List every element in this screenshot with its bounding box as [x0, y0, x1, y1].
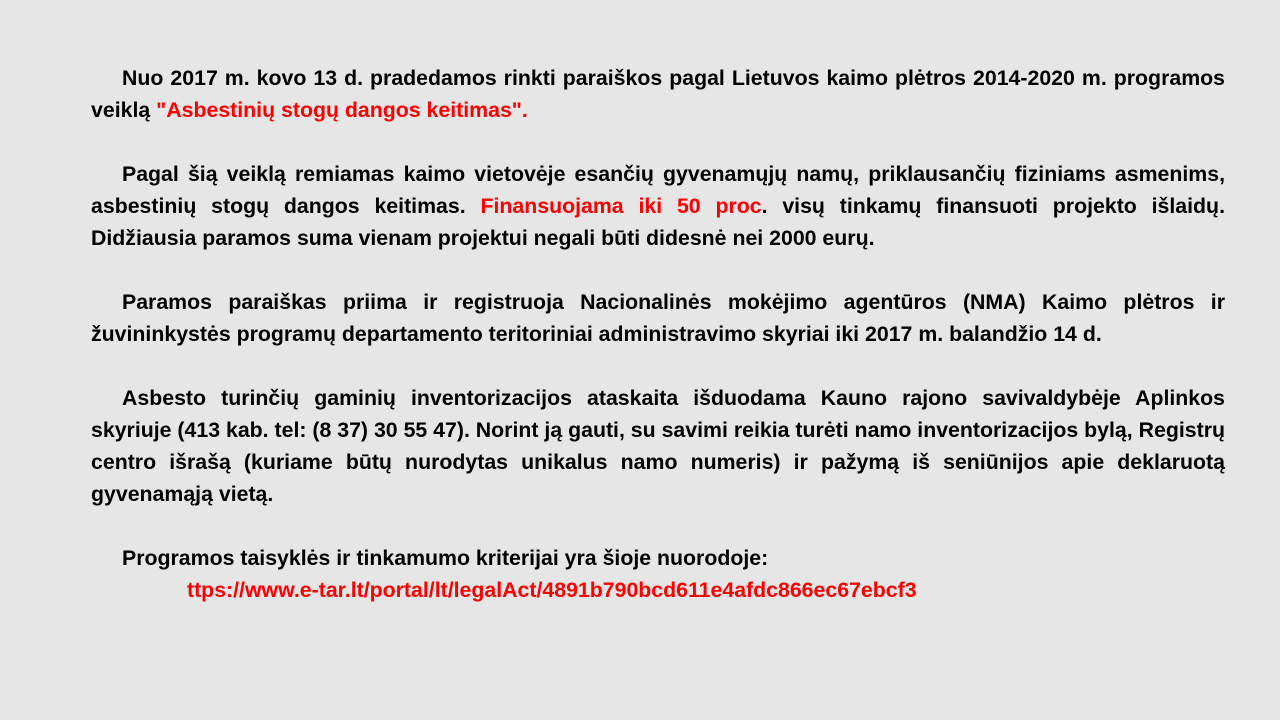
paragraph-applications: [91, 286, 1225, 350]
paragraph-text: Nuo 2017 m. kovo 13 d. pradedamos rinkti paraiškos pagal Lietuvos kaimo plėtros 2014-2020 m. programos veiklą: [91, 66, 1225, 122]
paragraph-program-start: [91, 62, 1225, 126]
paragraph-text: . visų tinkamų finansuoti projekto išlaidų. Didžiausia paramos suma vienam projektui negali būti didesnė nei 2000 eurų.: [91, 194, 1225, 250]
paragraph-text: Pagal šią veiklą remiamas kaimo vietovėje esančių gyvenamųjų namų, priklausančių fiziniams asmenims, asbestinių stogų dangos keitimas.: [91, 162, 1225, 218]
paragraph-rules-link: [91, 542, 1225, 606]
paragraph-funding: [91, 158, 1225, 254]
activity-name-highlight: "Asbestinių stogų dangos keitimas".: [156, 98, 528, 122]
rules-link[interactable]: ttps://www.e-tar.lt/portal/lt/legalAct/4891b790bcd611e4afdc866ec67ebcf3: [187, 578, 917, 602]
paragraph-asbestos-inventory: [91, 382, 1225, 510]
text-block: [91, 62, 1225, 606]
paragraph-text: Asbesto turinčių gaminių inventorizacijos ataskaita išduodama Kauno rajono savivaldybėje Aplinkos skyriuje (413 kab. tel: (8 37) 30 55 47). Norint ją gauti, su savimi reikia turėti namo inventorizacijos bylą, Registrų centro išrašą (kuriame būtų nurodytas unikalus namo numeris) ir pažymą iš seniūnijos apie deklaruotą gyvenamąją vietą.: [91, 386, 1225, 506]
paragraph-text: Paramos paraiškas priima ir registruoja Nacionalinės mokėjimo agentūros (NMA) Kaimo plėtros ir žuvininkystės programų departamento teritoriniai administravimo skyriai iki 2017 m. balandžio 14 d.: [91, 290, 1225, 346]
paragraph-text: Programos taisyklės ir tinkamumo kriterijai yra šioje nuorodoje:: [122, 546, 769, 570]
funding-highlight: Finansuojama iki 50 proc: [480, 194, 762, 218]
